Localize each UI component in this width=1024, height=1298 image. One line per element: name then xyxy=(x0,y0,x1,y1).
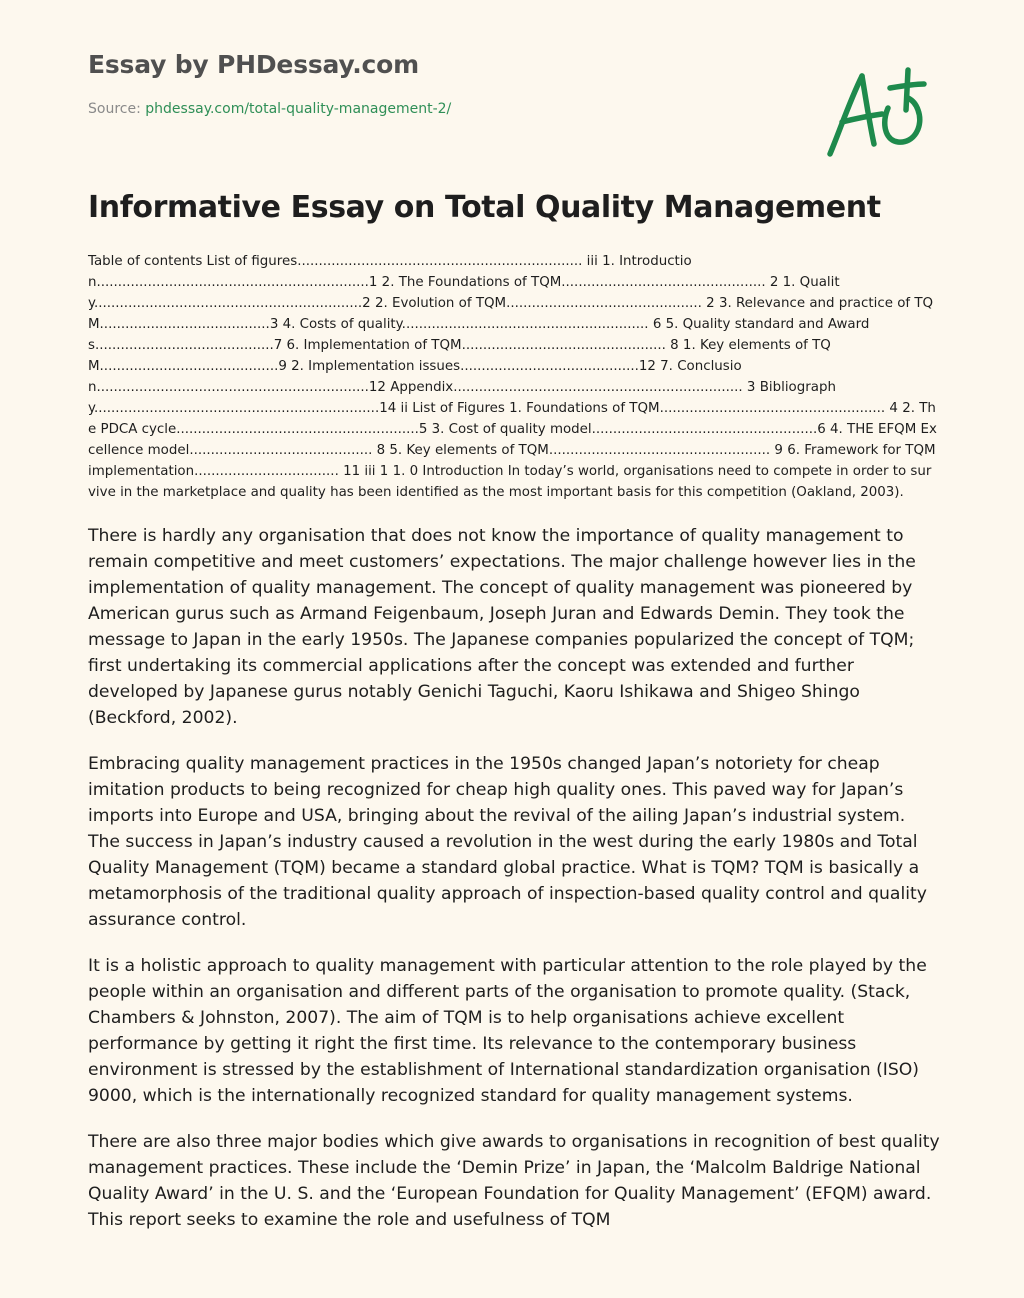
source-label: Source: xyxy=(88,101,141,117)
essay-body xyxy=(88,523,940,1253)
table-of-contents: Table of contents List of figures................................................................... iii 1. Introduction................................................................1 2. The Foundations of TQM................................................ 2 1. Quality...............................................................2 2. Evolution of TQM.............................................. 2 3. Relevance and practice of TQM........................................3 4. Costs of quality.......................................................... 6 5. Quality standard and Awards..........................................7 6. Implementation of TQM................................................ 8 1. Key elements of TQM..........................................9 2. Implementation issues..........................................12 7. Conclusion................................................................12 Appendix.................................................................... 3 Bibliography...................................................................14 ii List of Figures 1. Foundations of TQM..................................................... 4 2. The PDCA cycle.........................................................5 3. Cost of quality model.....................................................6 4. THE EFQM Excellence model........................................... 8 5. Key elements of TQM.................................................... 9 6. Framework for TQM implementation.................................. 11 iii 1 1. 0 Introduction In today’s world, organisations need to compete in order to survive in the marketplace and quality has been identified as the most important basis for this competition (Oakland, 2003). xyxy=(88,254,937,500)
paragraph: It is a holistic approach to quality management with particular attention to the role played by the people within an organisation and different parts of the organisation to promote quality. (Stack, Chambers & Johnston, 2007). The aim of TQM is to help organisations achieve excellent performance by getting it right the first time. Its relevance to the contemporary business environment is stressed by the establishment of International standardization organisation (ISO) 9000, which is the internationally recognized standard for quality management systems. xyxy=(88,956,927,1106)
site-title: Essay by PHDessay.com xyxy=(88,50,419,79)
essay-title: Informative Essay on Total Quality Management xyxy=(88,190,881,225)
source-line xyxy=(88,101,451,117)
paragraph: There are also three major bodies which give awards to organisations in recognition of best quality management practices. These include the ‘Demin Prize’ in Japan, the ‘Malcolm Baldrige National Quality Award’ in the U. S. and the ‘European Foundation for Quality Management’ (EFQM) award. This report seeks to examine the role and usefulness of TQM xyxy=(88,1132,940,1230)
a-plus-logo-icon xyxy=(820,64,932,164)
source-link[interactable]: phdessay.com/total-quality-management-2/ xyxy=(145,101,452,117)
paragraph: Embracing quality management practices in the 1950s changed Japan’s notoriety for cheap imitation products to being recognized for cheap high quality ones. This paved way for Japan’s imports into Europe and USA, bringing about the revival of the ailing Japan’s industrial system. The success in Japan’s industry caused a revolution in the west during the early 1980s and Total Quality Management (TQM) became a standard global practice. What is TQM? TQM is basically a metamorphosis of the traditional quality approach of inspection-based quality control and quality assurance control. xyxy=(88,754,927,930)
paragraph: There is hardly any organisation that does not know the importance of quality management to remain competitive and meet customers’ expectations. The major challenge however lies in the implementation of quality management. The concept of quality management was pioneered by American gurus such as Armand Feigenbaum, Joseph Juran and Edwards Demin. They took the message to Japan in the early 1950s. The Japanese companies popularized the concept of TQM; first undertaking its commercial applications after the concept was extended and further developed by Japanese gurus notably Genichi Taguchi, Kaoru Ishikawa and Shigeo Shingo (Beckford, 2002). xyxy=(88,526,916,728)
